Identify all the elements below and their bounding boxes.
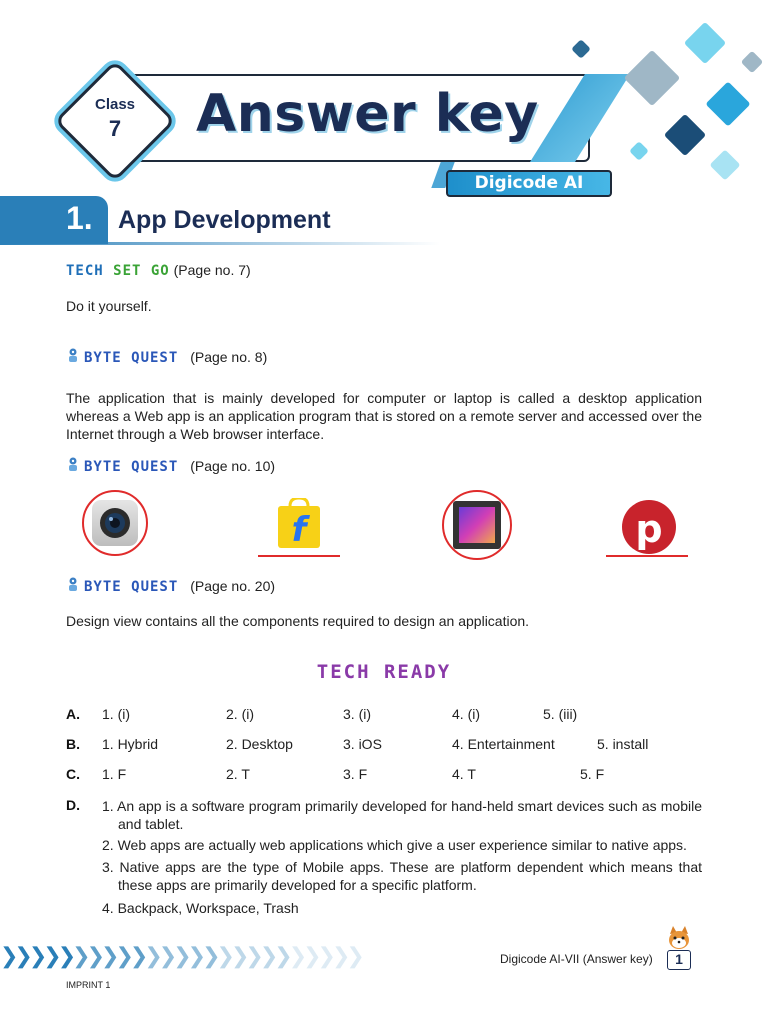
robot-icon [66, 457, 80, 473]
byte-quest-label: BYTE QUEST [84, 579, 179, 595]
answer-key-b: B. [66, 736, 80, 752]
byte-quest-answer: The application that is mainly developed for computer or laptop is called a desktop application whereas a Web app is an application program that is stored on a remote server and accessed over the Internet through a Web browser interface. [66, 390, 702, 442]
tech-set-go-answer: Do it yourself. [66, 298, 152, 314]
answer-key-d: D. [66, 797, 80, 813]
answer-c-item: 2. T [226, 766, 250, 782]
class-label: Class [94, 96, 136, 113]
answer-b-item: 3. iOS [343, 736, 382, 752]
byte-quest-row [66, 348, 267, 366]
svg-text:f: f [291, 510, 307, 550]
tech-set-go-page: (Page no. 7) [173, 262, 251, 278]
tech-set-go-label: TECH SET GO [66, 263, 170, 279]
mascot-icon [664, 926, 694, 952]
answer-a-item: 3. (i) [343, 706, 371, 722]
flipkart-app-icon [274, 498, 324, 550]
decor-diamond [684, 22, 726, 64]
footer-book-title: Digicode AI-VII (Answer key) [500, 952, 653, 966]
decor-diamond [571, 39, 591, 59]
answer-c-item: 4. T [452, 766, 476, 782]
answer-c-item: 1. F [102, 766, 127, 782]
answer-d-item: 2. Web apps are actually web applications which give a user experience similar to native apps. [102, 837, 687, 853]
answer-c-item: 5. F [580, 766, 605, 782]
byte-quest-answer: Design view contains all the components required to design an application. [66, 613, 530, 629]
byte-quest-page: (Page no. 20) [190, 578, 276, 594]
flipkart-underline [258, 555, 340, 557]
decor-diamond [741, 51, 764, 74]
robot-icon [66, 577, 80, 593]
footer-chevrons: ❯❯❯❯❯❯❯❯❯❯❯❯❯❯❯❯❯❯❯❯❯❯❯❯❯ [0, 944, 361, 969]
page-title: Answer key [196, 84, 539, 144]
digicode-tag: Digicode AI [446, 170, 612, 197]
pinterest-underline [606, 555, 688, 557]
imprint-label: IMPRINT 1 [66, 980, 111, 990]
pinterest-app-icon [622, 500, 676, 554]
answer-c-item: 3. F [343, 766, 368, 782]
answer-a-item: 5. (iii) [543, 706, 578, 722]
decor-diamond [705, 81, 750, 126]
answer-key-a: A. [66, 706, 80, 722]
decor-diamond [629, 141, 649, 161]
answer-b-item: 4. Entertainment [452, 736, 555, 752]
tech-ready-label: TECH READY [316, 661, 452, 683]
decor-diamond [709, 149, 740, 180]
answer-a-item: 1. (i) [102, 706, 130, 722]
tech-set-go-row [66, 262, 251, 279]
decor-diamond [664, 114, 706, 156]
photo-gallery-app-icon [453, 501, 501, 549]
answer-b-item: 2. Desktop [226, 736, 293, 752]
answer-d-item: 1. An app is a software program primarily developed for hand-held smart devices such as mobile and tablet. [102, 798, 702, 832]
byte-quest-label: BYTE QUEST [84, 350, 179, 366]
answer-b-item: 1. Hybrid [102, 736, 159, 752]
decor-diamond [624, 50, 681, 107]
byte-quest-row [66, 457, 275, 475]
answer-d-item: 3. Native apps are the type of Mobile apps. These are platform dependent which means that these apps are primarily developed for a specific platform. [102, 859, 702, 893]
answer-a-item: 2. (i) [226, 706, 254, 722]
section-number: 1. [66, 200, 93, 236]
section-title: App Development [118, 206, 331, 234]
section-underline [0, 242, 440, 245]
svg-text:p: p [635, 507, 663, 551]
answer-d-item: 4. Backpack, Workspace, Trash [102, 900, 299, 916]
byte-quest-row [66, 577, 275, 595]
byte-quest-label: BYTE QUEST [84, 459, 179, 475]
camera-app-icon [92, 500, 138, 546]
byte-quest-page: (Page no. 8) [190, 349, 268, 365]
answer-a-item: 4. (i) [452, 706, 480, 722]
byte-quest-page: (Page no. 10) [190, 458, 276, 474]
page-number: 1 [667, 950, 691, 970]
answer-key-c: C. [66, 766, 80, 782]
class-number: 7 [108, 116, 122, 141]
answer-b-item: 5. install [597, 736, 649, 752]
robot-icon [66, 348, 80, 364]
